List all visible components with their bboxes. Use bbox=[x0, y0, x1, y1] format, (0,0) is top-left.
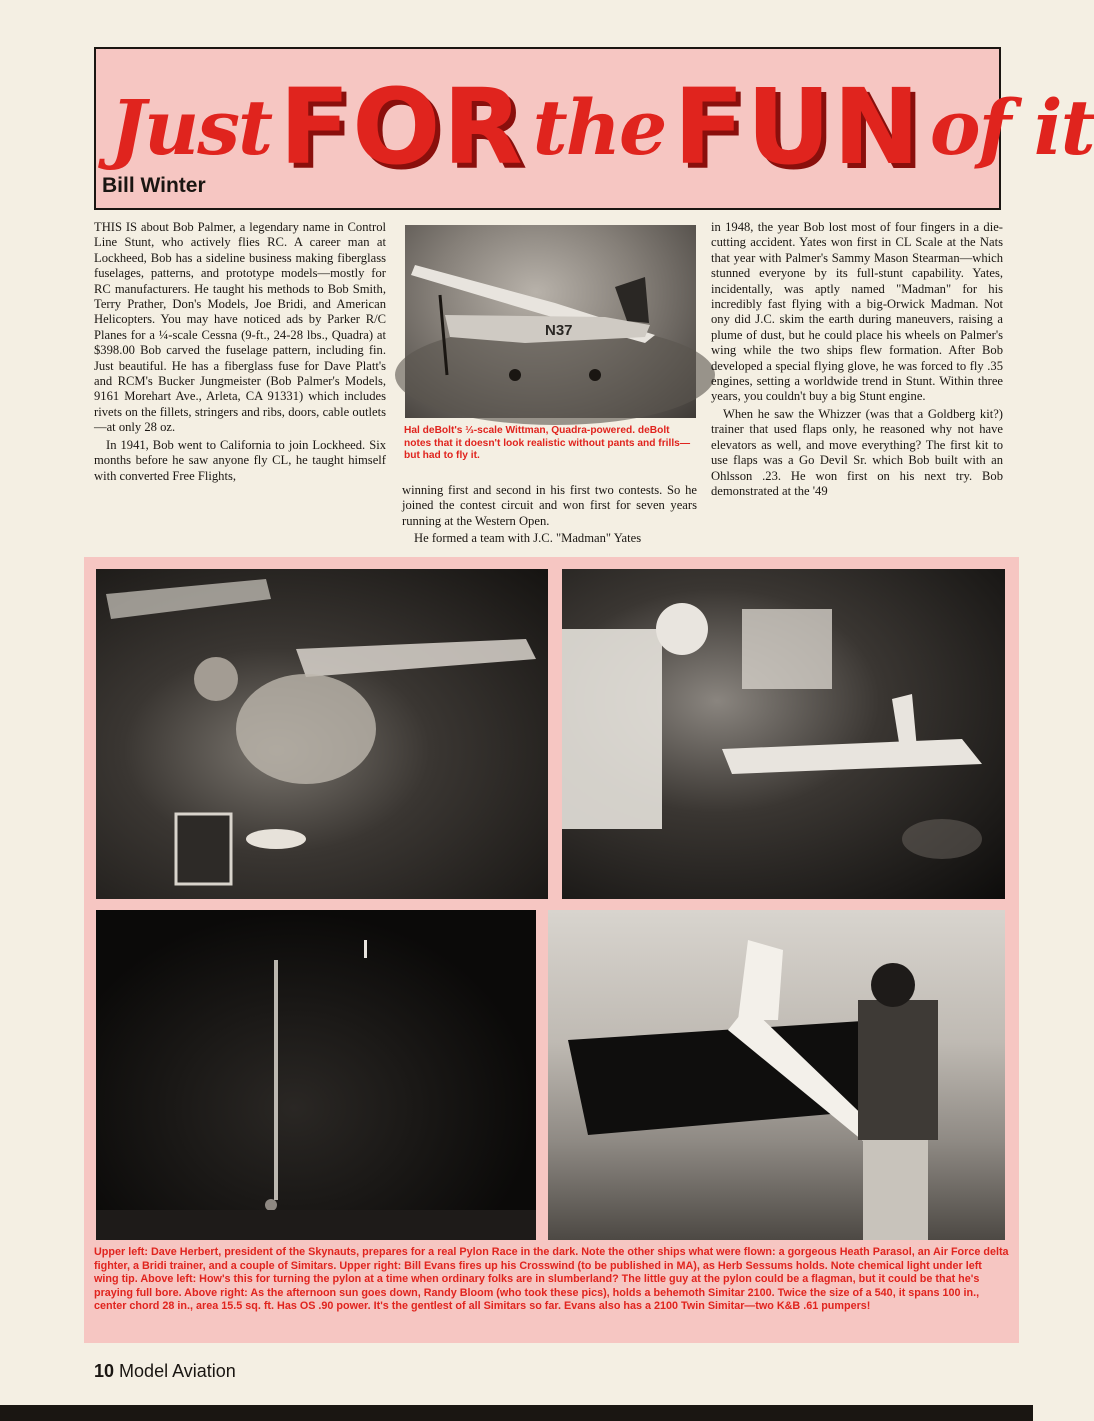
paragraph: In 1941, Bob went to California to join Lockheed. Six months before he saw anyone fly CL, he taught himself with converted Free Flights, bbox=[94, 437, 386, 483]
photo-scene-simitar bbox=[548, 910, 1005, 1240]
photo-wittman-plane bbox=[405, 225, 696, 418]
wheel bbox=[509, 369, 521, 381]
photo-scene-crosswind bbox=[562, 569, 1005, 899]
article-column-3 bbox=[711, 220, 1003, 546]
photo-caption-panel: Upper left: Dave Herbert, president of the Skynauts, prepares for a real Pylon Race in the dark. Note the other ships what were flown: a gorgeous Heath Parasol, an Air Force delta fighter, a Bridi trainer, and a couple of Simitars. Upper right: Bill Evans fires up his Crosswind (to be published in MA), as Herb Sessums holds. Note chemical light under left wing tip. Above left: How's this for turning the pylon at a time when ordinary folks are in slumberland? The little guy at the pylon could be a flagman, but it could be that he's praying full bore. Above right: As the afternoon sun goes down, Randy Bloom (who took these pics), holds a behemoth Simitar 2100. Twice the size of a 540, it spans 100 in., center chord 28 in., area 15.5 sq. ft. Has OS .90 power. It's the gentlest of all Simitars so far. Evans also has a 2100 Twin Simitar—two K&B .61 pumpers! bbox=[94, 1246, 1009, 1313]
plane-tail bbox=[615, 277, 649, 323]
article-column-1 bbox=[94, 220, 386, 546]
title-fun: FUN bbox=[673, 66, 922, 188]
scan-edge bbox=[0, 1405, 1033, 1421]
page-number: 10 bbox=[94, 1361, 115, 1381]
photo-panel bbox=[84, 557, 1019, 1343]
title-the: the bbox=[532, 82, 666, 172]
paragraph: When he saw the Whizzer (was that a Goldberg kit?) trainer that used flaps only, he reasoned why not have elevators as well, and move everything? The first kit to use flaps was a Go Devil Sr. which Bob built with an Ohlsson .23. He won first on his next try. Bob demonstrated at the '49 bbox=[711, 406, 1003, 498]
photo-upper-right bbox=[562, 569, 1005, 899]
wheel bbox=[589, 369, 601, 381]
title-for: FOR bbox=[279, 66, 525, 188]
magazine-name: Model Aviation bbox=[119, 1361, 236, 1381]
photo-lower-right bbox=[548, 910, 1005, 1240]
article-title bbox=[110, 66, 1094, 188]
photo-lower-left bbox=[96, 910, 536, 1240]
tail-number: N37 bbox=[545, 322, 573, 339]
paragraph: THIS IS about Bob Palmer, a legendary name in Control Line Stunt, who actively flies RC. A career man at Lockheed, Bob has a sideline business making fiberglass fuselages, patterns, and prototype models—mostly for RC manufacturers. He taught his methods to Bob Smith, Terry Prather, Don's Models, Joe Bridi, and American Helicopters. You may have noticed ads by Parker R/C Planes for a ¼-scale Cessna (9-ft., 24-28 lbs., Quadra) at $398.00 Bob carved the fuselage pattern, including fin. Just beautiful. He has a fiberglass fuse for Dave Platt's and RCM's Bucker Jungmeister (Bob Palmer's Models, 9161 Morehart Ave., Arleta, CA 91331) which includes rivets on the fillets, stringers and ribs, doors, cable outlets—at only 28 oz. bbox=[94, 220, 386, 435]
photo-scene-night-pylon bbox=[96, 910, 536, 1240]
paragraph: winning first and second in his first two contests. So he joined the contest circuit and won first for seven years running at the Western Open. bbox=[402, 483, 697, 528]
plane-illustration bbox=[405, 225, 696, 418]
title-banner bbox=[94, 47, 1094, 210]
photo-upper-left bbox=[96, 569, 548, 899]
title-of-it: of it bbox=[929, 82, 1094, 172]
photo-caption-top: Hal deBolt's ⅓-scale Wittman, Quadra-powered. deBolt notes that it doesn't look realistic without pants and frills—but had to fly it. bbox=[404, 425, 691, 462]
page-footer bbox=[94, 1361, 236, 1382]
author-byline: Bill Winter bbox=[102, 174, 206, 197]
title-just: Just bbox=[110, 82, 272, 172]
article-column-2 bbox=[402, 483, 697, 546]
photo-scene-mechanic bbox=[96, 569, 548, 899]
paragraph: in 1948, the year Bob lost most of four fingers in a die-cutting accident. Yates won first in CL Scale at the Nats that year with Palmer's Sammy Mason Stearman—which stunned everyone by its full-stunt capability. Yates, incidentally, was aptly named "Madman" for his incredibly fast flying with a big-Orwick Madman. Not ony did J.C. skim the earth during maneuvers, raising a plume of dust, but he could place his wheels on Palmer's wing while the two ships flew formation. After Bob developed a special flying glove, he was forced to fly .35 engines, setting a worldwide trend in Stunt. Within three years, you couldn't buy a big Stunt engine. bbox=[711, 220, 1003, 404]
paragraph: He formed a team with J.C. "Madman" Yates bbox=[414, 531, 642, 546]
